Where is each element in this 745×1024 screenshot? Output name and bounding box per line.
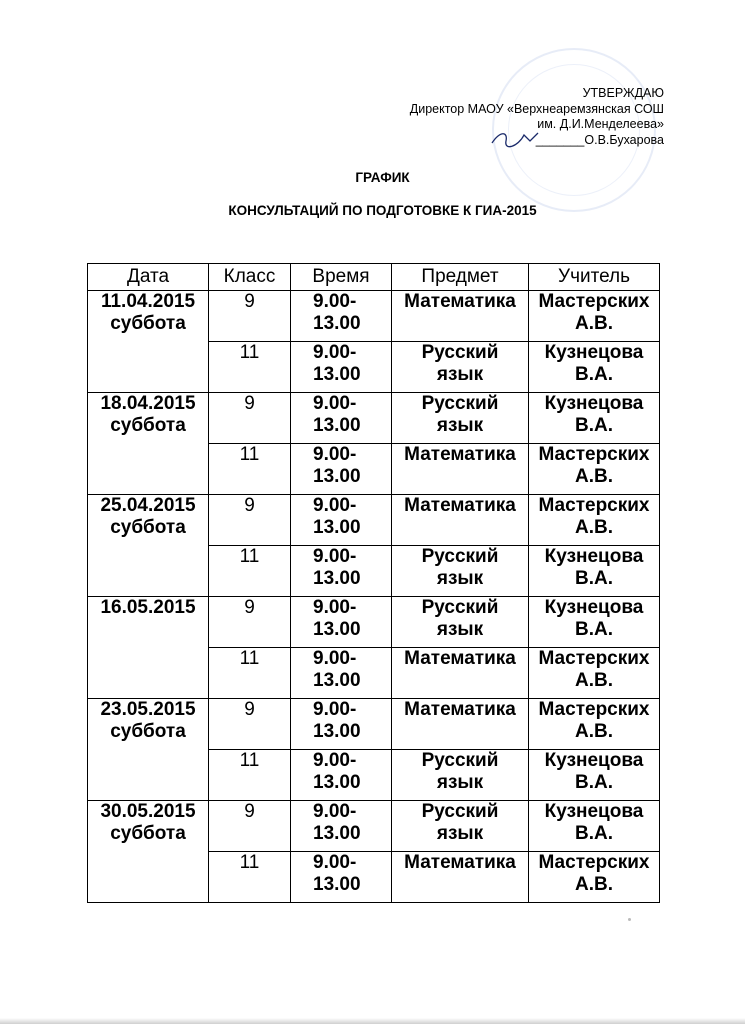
subject-cell: Математика [392,444,529,495]
document-title: ГРАФИК [355,170,410,185]
class-cell: 11 [209,342,291,393]
teacher-cell: Мастерских А.В. [529,291,660,342]
date-cell: 18.04.2015 суббота [88,393,209,495]
signature-mark [490,127,540,149]
teacher-cell: Мастерских А.В. [529,852,660,903]
header-class: Класс [209,264,291,291]
table-header-row [88,264,660,291]
approval-heading: УТВЕРЖДАЮ [582,86,664,100]
approval-block [410,86,664,148]
subject-cell: Математика [392,699,529,750]
class-cell: 11 [209,852,291,903]
class-cell: 11 [209,750,291,801]
director-name: О.В.Бухарова [584,132,664,147]
table-row [88,393,660,444]
time-cell: 9.00- 13.00 [291,546,392,597]
teacher-cell: Кузнецова В.А. [529,597,660,648]
teacher-cell: Мастерских А.В. [529,495,660,546]
table-row [88,291,660,342]
subject-cell: Русский язык [392,342,529,393]
time-cell: 9.00- 13.00 [291,393,392,444]
teacher-cell: Кузнецова В.А. [529,393,660,444]
time-cell: 9.00- 13.00 [291,750,392,801]
teacher-cell: Кузнецова В.А. [529,801,660,852]
consultation-schedule-table [87,263,660,903]
class-cell: 11 [209,648,291,699]
teacher-cell: Мастерских А.В. [529,699,660,750]
subject-cell: Русский язык [392,597,529,648]
scan-speck [628,918,631,921]
approval-school-name: им. Д.И.Менделеева» [537,117,664,131]
table-row [88,801,660,852]
time-cell: 9.00- 13.00 [291,342,392,393]
teacher-cell: Кузнецова В.А. [529,750,660,801]
date-cell: 25.04.2015 суббота [88,495,209,597]
time-cell: 9.00- 13.00 [291,699,392,750]
time-cell: 9.00- 13.00 [291,648,392,699]
class-cell: 11 [209,546,291,597]
class-cell: 9 [209,291,291,342]
date-cell: 11.04.2015 суббота [88,291,209,393]
time-cell: 9.00- 13.00 [291,291,392,342]
class-cell: 9 [209,495,291,546]
time-cell: 9.00- 13.00 [291,801,392,852]
document-subtitle: КОНСУЛЬТАЦИЙ ПО ПОДГОТОВКЕ К ГИА-2015 [228,203,537,218]
time-cell: 9.00- 13.00 [291,852,392,903]
table-row [88,597,660,648]
date-cell: 23.05.2015 суббота [88,699,209,801]
class-cell: 11 [209,444,291,495]
subject-cell: Русский язык [392,393,529,444]
teacher-cell: Мастерских А.В. [529,648,660,699]
date-cell: 30.05.2015 суббота [88,801,209,903]
time-cell: 9.00- 13.00 [291,495,392,546]
time-cell: 9.00- 13.00 [291,444,392,495]
teacher-cell: Кузнецова В.А. [529,546,660,597]
table-body [88,291,660,903]
subject-cell: Русский язык [392,801,529,852]
class-cell: 9 [209,699,291,750]
header-date: Дата [88,264,209,291]
date-cell: 16.05.2015 [88,597,209,699]
time-cell: 9.00- 13.00 [291,597,392,648]
subject-cell: Математика [392,291,529,342]
table-row [88,495,660,546]
header-subject: Предмет [392,264,529,291]
subject-cell: Математика [392,495,529,546]
scan-edge [0,1018,745,1024]
approval-position: Директор МАОУ «Верхнеаремзянская СОШ [409,101,664,116]
subject-cell: Математика [392,648,529,699]
teacher-cell: Кузнецова В.А. [529,342,660,393]
table-row [88,699,660,750]
class-cell: 9 [209,597,291,648]
approval-signature-line [410,133,664,149]
signature: _______О.В.Бухарова [536,133,664,149]
subject-cell: Математика [392,852,529,903]
header-time: Время [291,264,392,291]
teacher-cell: Мастерских А.В. [529,444,660,495]
subject-cell: Русский язык [392,750,529,801]
header-teacher: Учитель [529,264,660,291]
class-cell: 9 [209,393,291,444]
subject-cell: Русский язык [392,546,529,597]
class-cell: 9 [209,801,291,852]
